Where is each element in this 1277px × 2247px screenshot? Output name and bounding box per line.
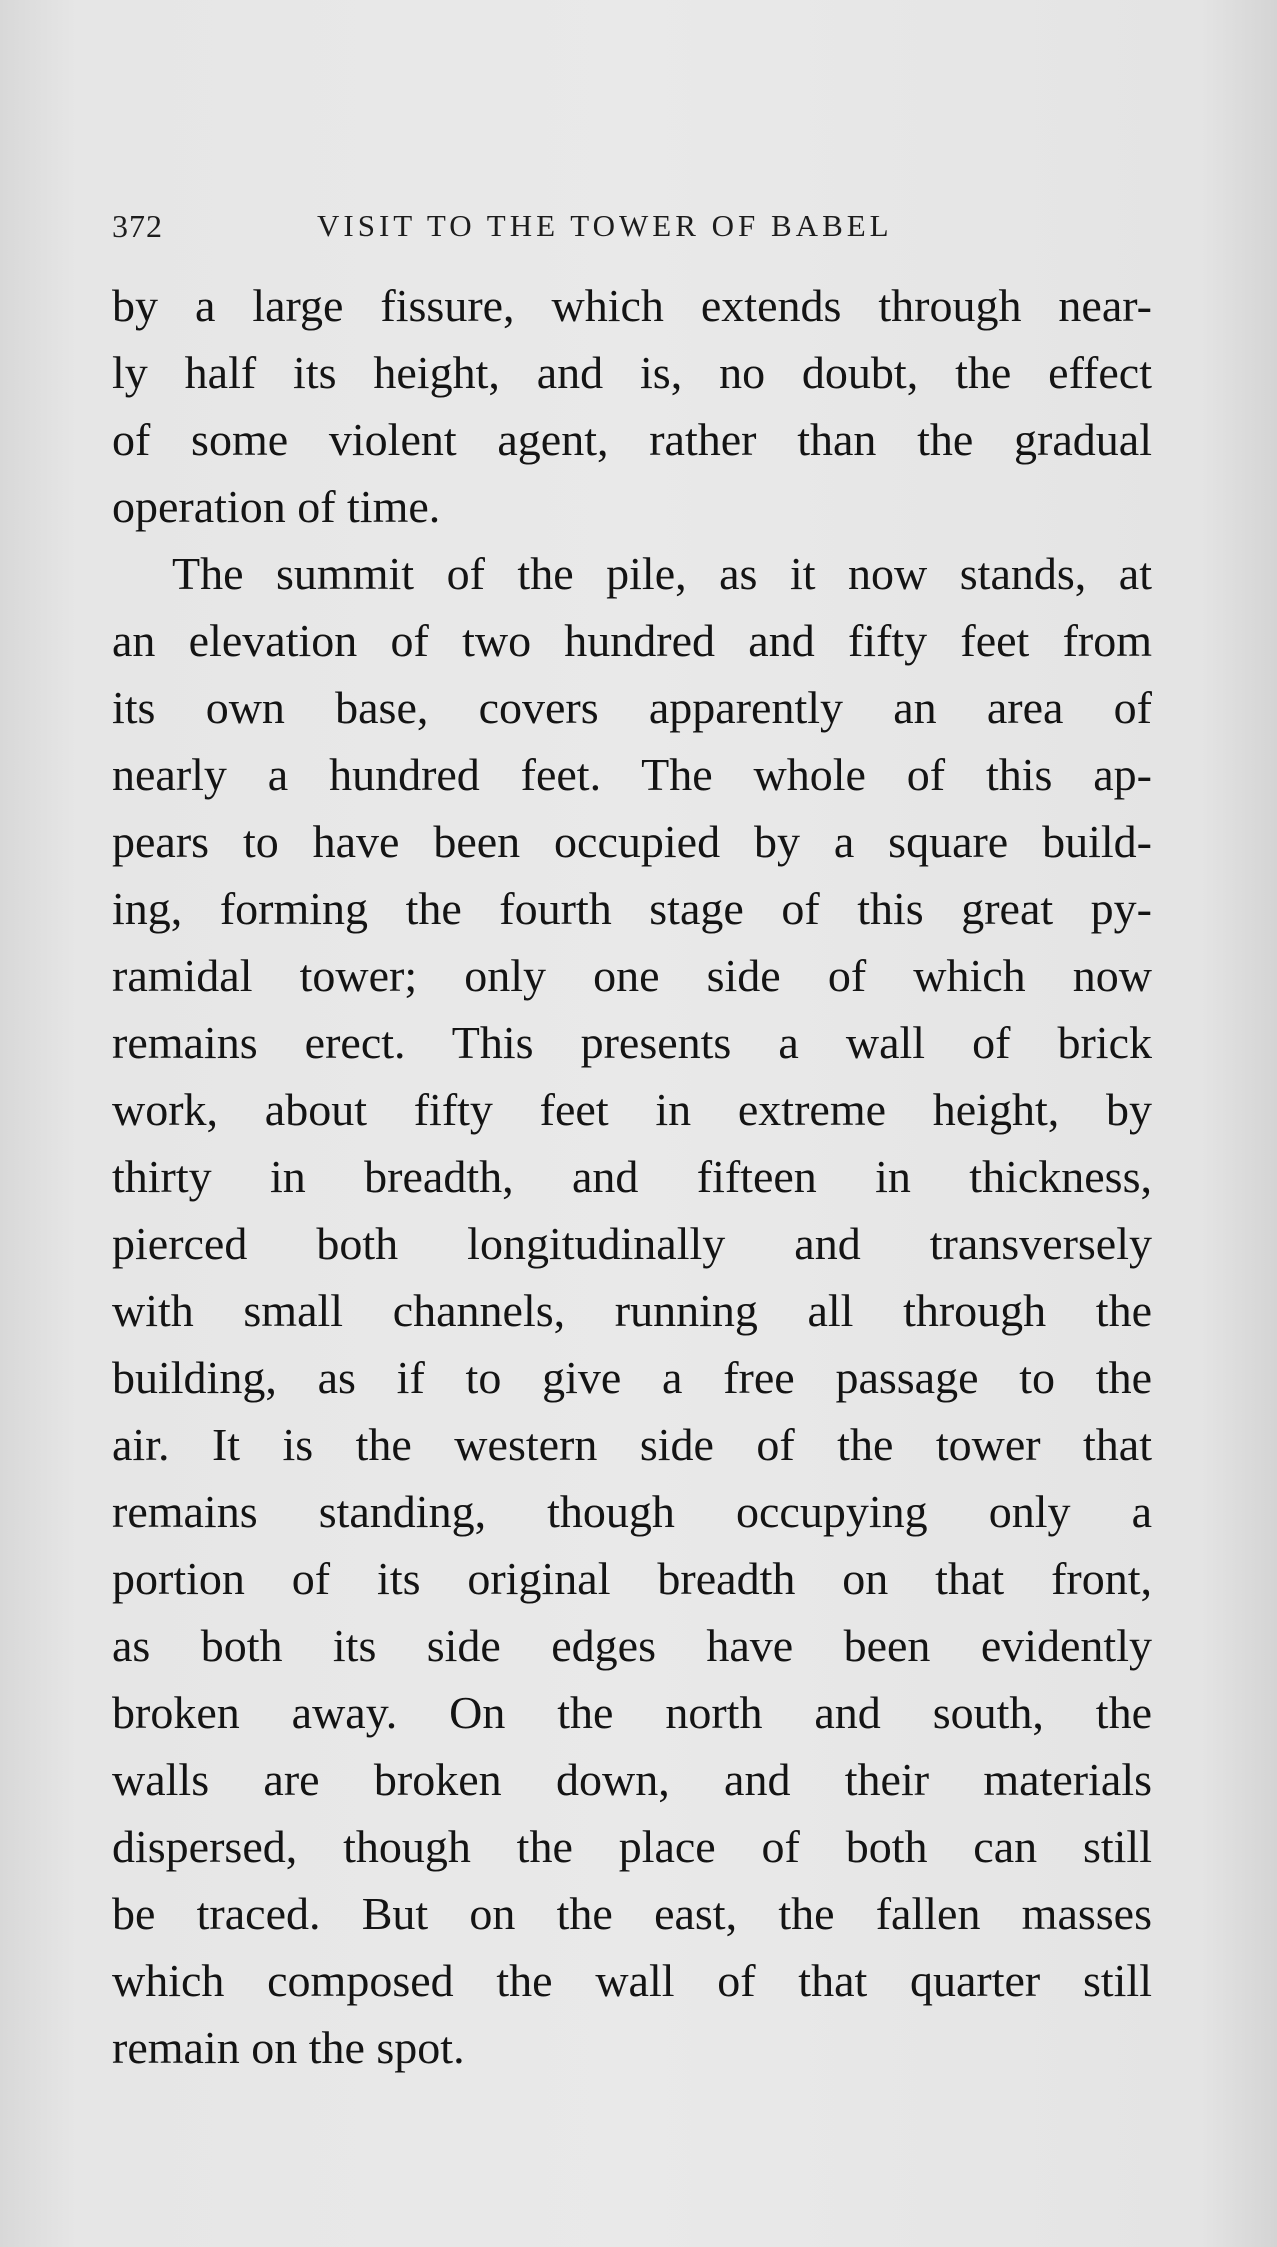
- text-line: building, as if to give a free passage to the: [112, 1352, 1152, 1403]
- text-line: broken away. On the north and south, the: [112, 1687, 1152, 1738]
- text-line: pears to have been occupied by a square build-: [112, 816, 1152, 867]
- text-line: air. It is the western side of the tower that: [112, 1419, 1152, 1470]
- text-line: remains standing, though occupying only a: [112, 1486, 1152, 1537]
- text-line: be traced. But on the east, the fallen masses: [112, 1888, 1152, 1939]
- page-number: 372: [112, 208, 163, 244]
- text-line: The summit of the pile, as it now stands, at: [172, 548, 1152, 599]
- text-line: ing, forming the fourth stage of this great py-: [112, 883, 1152, 934]
- text-line: ramidal tower; only one side of which now: [112, 950, 1152, 1001]
- text-line: of some violent agent, rather than the gradual: [112, 414, 1152, 465]
- text-line: its own base, covers apparently an area of: [112, 682, 1152, 733]
- page-header: [112, 208, 1172, 248]
- text-line: nearly a hundred feet. The whole of this ap-: [112, 749, 1152, 800]
- text-line: which composed the wall of that quarter still: [112, 1955, 1152, 2006]
- text-line: work, about fifty feet in extreme height, by: [112, 1084, 1152, 1135]
- paragraph-2: [112, 540, 1152, 2081]
- text-line: operation of time.: [112, 481, 441, 532]
- text-line: portion of its original breadth on that front,: [112, 1553, 1152, 1604]
- text-line: as both its side edges have been evidently: [112, 1620, 1152, 1671]
- body-text: [112, 272, 1152, 2081]
- text-line: ly half its height, and is, no doubt, the effect: [112, 347, 1152, 398]
- text-line: an elevation of two hundred and fifty feet from: [112, 615, 1152, 666]
- running-head: VISIT TO THE TOWER OF BABEL: [317, 208, 893, 243]
- text-line: remains erect. This presents a wall of brick: [112, 1017, 1152, 1068]
- text-line: pierced both longitudinally and transversely: [112, 1218, 1152, 1269]
- text-line: with small channels, running all through the: [112, 1285, 1152, 1336]
- text-line: thirty in breadth, and fifteen in thickness,: [112, 1151, 1152, 1202]
- text-line: walls are broken down, and their materials: [112, 1754, 1152, 1805]
- text-line: by a large fissure, which extends through near-: [112, 280, 1152, 331]
- text-line: remain on the spot.: [112, 2022, 465, 2073]
- text-line: dispersed, though the place of both can still: [112, 1821, 1152, 1872]
- paragraph-1: [112, 272, 1152, 540]
